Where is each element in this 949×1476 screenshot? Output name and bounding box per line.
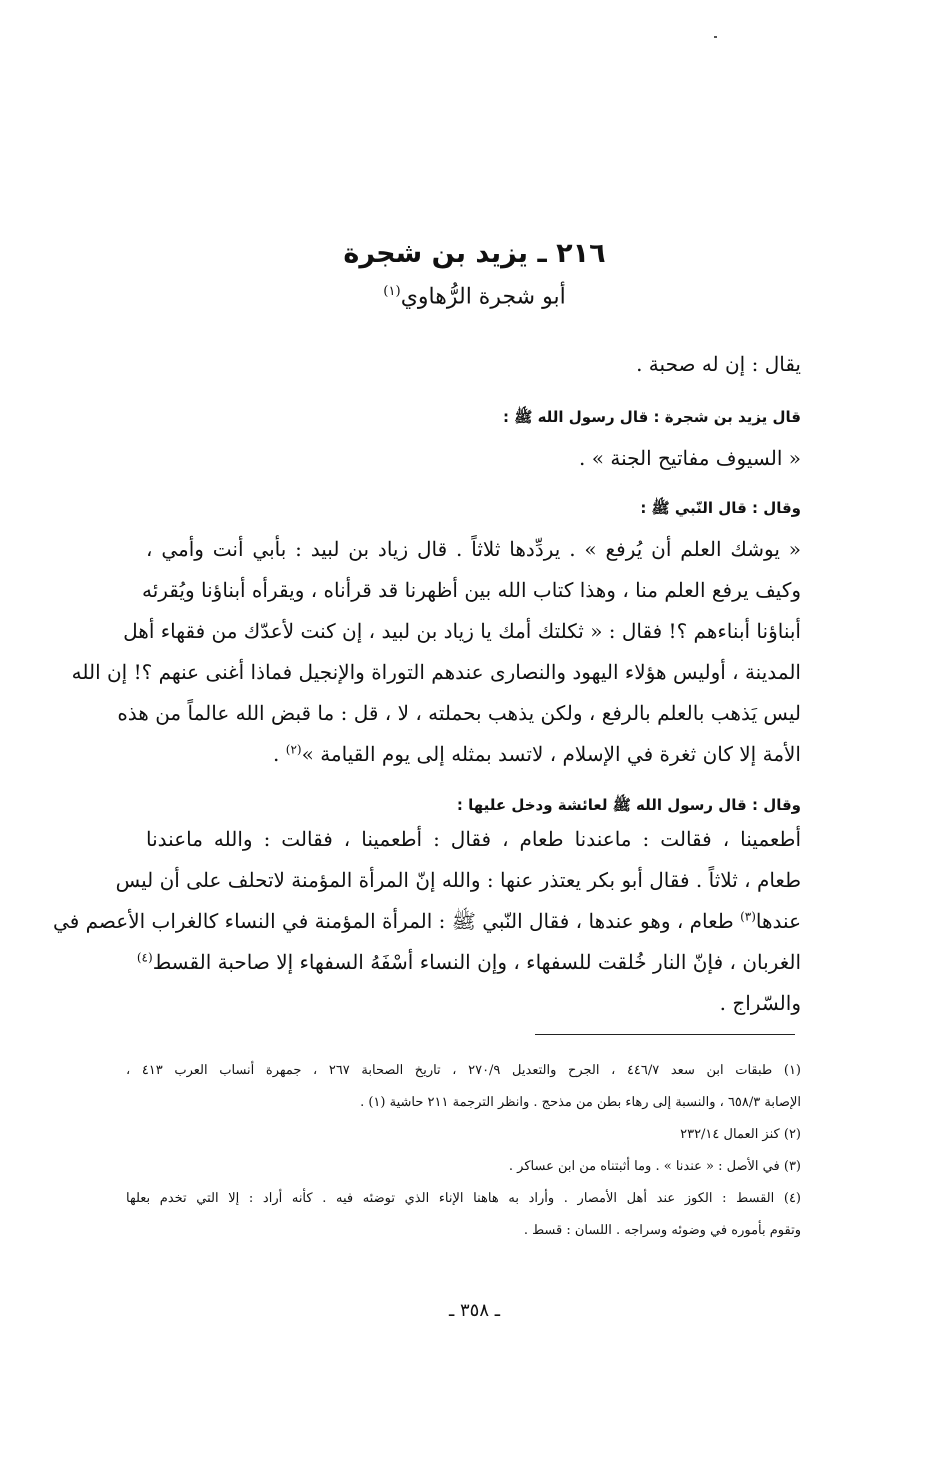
entry-subtitle (0, 284, 949, 309)
para2-l3-rest: طعام ، وهو عندها ، فقال النّبي ﷺ : المرأة المؤمنة في النساء كالغراب الأعصم في (53, 909, 741, 933)
page-number: ـ ٣٥٨ ـ (448, 1300, 500, 1321)
footnote-4-line-2: وتقوم بأموره في وضوئه وسراجه . اللسان : قسط . (523, 1223, 801, 1238)
para2-l4-text: الغربان ، فإنّ النار خُلقت للسفهاء ، وإن النساء أسْفَهُ السفهاء إلا صاحبة القسط (152, 950, 801, 974)
footnote-ref-4: (٤) (136, 950, 153, 965)
para2-line: أطعمينا ، فقالت : ماعندنا طعام ، فقال : أطعمينا ، فقالت : والله ماعندنا (146, 827, 801, 851)
para1-line: ليس يَذهب بالعلم بالرفع ، ولكن يذهب بحملته ، لا ، قل : ما قبض الله عالماً من هذه (117, 701, 801, 725)
footnote-ref-1: (١) (383, 284, 401, 299)
footnote-2: (٢) كنز العمال ٢٣٢/١٤ (680, 1127, 801, 1142)
para1-line: وكيف يرفع العلم منا ، وهذا كتاب الله بين أظهرنا قد قرأناه ، ويقرأه أبناؤنا ويُقرئه (141, 578, 801, 602)
para1-last-line (273, 742, 801, 766)
para1-line: أبناؤنا أبناءهم ؟! فقال : « ثكلتك أمك يا زياد بن لبيد ، إن كنت لأعدّك من فقهاء أهل (123, 619, 801, 643)
footnote-ref-2: (٢) (285, 742, 302, 757)
entry-title: ٢١٦ ـ يزيد بن شجرة (343, 238, 606, 269)
para1-line: « يوشك العلم أن يُرفع » . يردِّدها ثلاثاً . قال زياد بن لبيد : بأبي أنت وأمي ، (146, 537, 801, 561)
para2-line-4 (136, 950, 801, 974)
hadith-quote-1: « السيوف مفاتيح الجنة » . (579, 446, 801, 470)
footnote-ref-3: (٣) (740, 909, 756, 924)
para2-last-line: والسّراج . (719, 991, 801, 1015)
footnote-1-line-1: (١) طبقات ابن سعد ٤٤٦/٧ ، الجرح والتعديل ٢٧٠/٩ ، تاريخ الصحابة ٢٦٧ ، جمهرة أنساب العرب ٤١٣ ، (126, 1063, 801, 1078)
narration-intro-3: وقال : قال رسول الله ﷺ لعائشة ودخل عليها : (456, 796, 801, 814)
para2-line: طعام ، ثلاثاً . فقال أبو بكر يعتذر عنها : والله إنّ المرأة المؤمنة لاتحلف على أن ليس (115, 868, 801, 892)
para1-line: المدينة ، أوليس هؤلاء اليهود والنصارى عندهم التوراة والإنجيل فماذا أغنى عنهم ؟! إن الله (71, 660, 801, 684)
para2-line-3 (53, 909, 801, 938)
subtitle-text: أبو شجرة الرُّهاوي (400, 284, 566, 310)
para1-last-text: الأمة إلا كان ثغرة في الإسلام ، لاتسد بمثله إلى يوم القيامة » (301, 742, 801, 766)
narration-intro-1: قال يزيد بن شجرة : قال رسول الله ﷺ : (503, 408, 801, 426)
footnote-1-line-2: الإصابة ٦٥٨/٣ ، والنسبة إلى رهاء بطن من مذحج . وانظر الترجمة ٢١١ حاشية (١) . (360, 1095, 801, 1110)
footnote-divider (535, 1034, 795, 1035)
footnote-3: (٣) في الأصل : « عندنا » . وما أثبتناه من ابن عساكر . (508, 1159, 801, 1174)
opening-line: يقال : إن له صحبة . (636, 352, 801, 376)
para1-last-end: . (273, 742, 286, 766)
narration-intro-2: وقال : قال النّبي ﷺ : (640, 499, 801, 517)
speck-mark (714, 36, 717, 38)
footnote-4-line-1: (٤) القسط : الكوز عند أهل الأمصار . وأراد به هاهنا الإناء الذي توضئه فيه . كأنه أراد : إلا التي تخدم بعلها (126, 1191, 801, 1206)
para2-l3-start: عندها (755, 909, 801, 933)
